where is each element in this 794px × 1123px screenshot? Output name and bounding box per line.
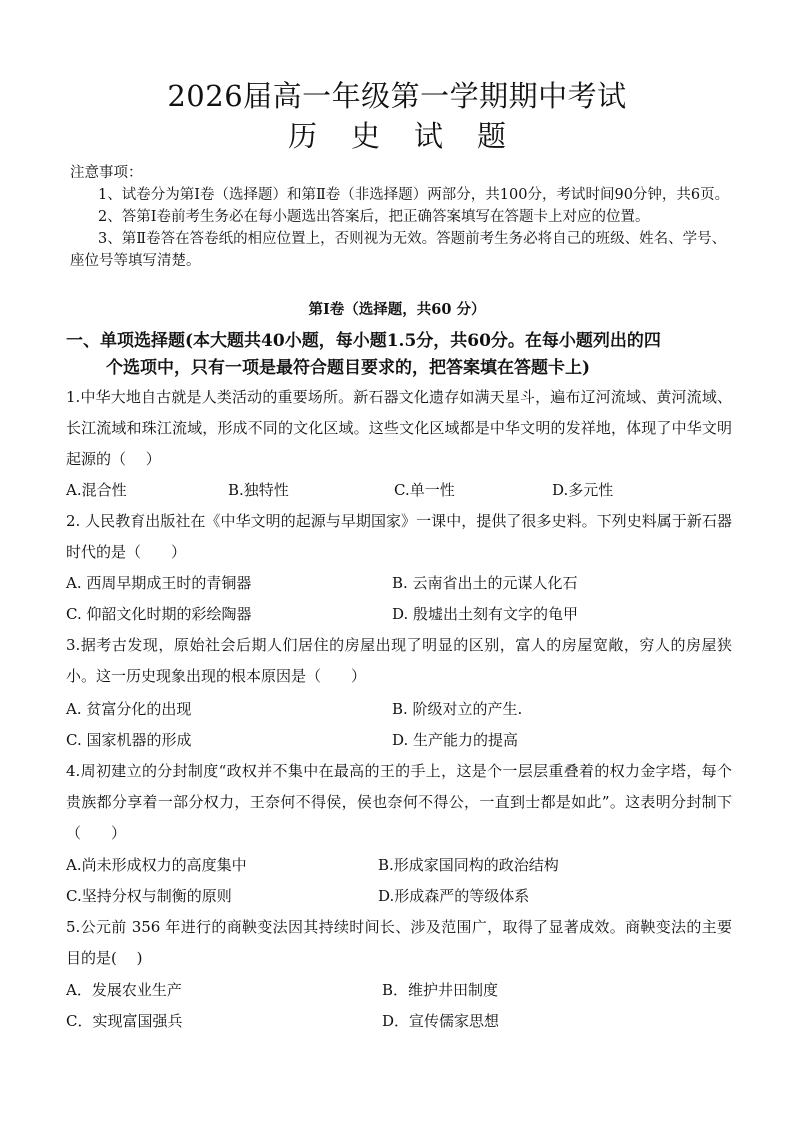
part1-title: 第Ⅰ卷（选择题，共60 分） (308, 301, 486, 318)
question-4-options-row2 (66, 881, 732, 912)
notice-item-2: 2、答第Ⅰ卷前考生务必在每小题选出答案后，把正确答案填写在答题卡上对应的位置。 (98, 209, 650, 225)
question-5-options-row2 (66, 1006, 732, 1037)
question-1-stem: 1.中华大地自古就是人类活动的重要场所。新石器文化遗存如满天星斗，遍布辽河流域、黄河流域、长江流域和珠江流域，形成不同的文化区域。这些文化区域都是中华文明的发祥地，体现了中华文明起源的（ ） (66, 388, 732, 468)
question-1-options (66, 475, 732, 506)
option-c[interactable]: C.坚持分权与制衡的原则 (66, 887, 232, 905)
option-a[interactable]: A.混合性 (66, 481, 127, 499)
option-d[interactable]: D. 生产能力的提高 (392, 731, 519, 749)
option-d[interactable]: D. 殷墟出土刻有文字的龟甲 (392, 605, 579, 623)
option-b[interactable]: B. 阶级对立的产生. (392, 700, 523, 718)
option-d[interactable]: D．宣传儒家思想 (382, 1012, 500, 1030)
question-2-options-row2 (66, 599, 732, 630)
question-3-stem: 3.据考古发现，原始社会后期人们居住的房屋出现了明显的区别，富人的房屋宽敞，穷人的房屋狭小。这一历史现象出现的根本原因是（ ） (66, 636, 732, 685)
notice-item-1: 1、试卷分为第Ⅰ卷（选择题）和第Ⅱ卷（非选择题）两部分，共100分，考试时间90分钟，共6页。 (98, 187, 730, 203)
question-5-stem: 5.公元前 356 年进行的商鞅变法因其持续时间长、涉及范围广，取得了显著成效。商鞅变法的主要目的是( ) (66, 918, 732, 967)
option-a[interactable]: A. 西周早期成王时的青铜器 (66, 574, 252, 592)
option-b[interactable]: B．维护井田制度 (382, 981, 499, 999)
notice-label: 注意事项： (70, 165, 143, 181)
option-d[interactable]: D.多元性 (552, 481, 614, 499)
option-b[interactable]: B.形成家国同构的政治结构 (378, 856, 559, 874)
notice-block (70, 162, 732, 272)
section-heading-line1: 一、单项选择题(本大题共40小题，每小题1.5分，共60分。在每小题列出的四 (66, 331, 661, 351)
question-3-options-row2 (66, 725, 732, 756)
exam-title: 2026届高一年级第一学期期中考试 (167, 79, 627, 113)
option-c[interactable]: C. 仰韶文化时期的彩绘陶器 (66, 605, 252, 623)
option-a[interactable]: A.尚未形成权力的高度集中 (66, 856, 247, 874)
option-b[interactable]: B.独特性 (228, 481, 289, 499)
section-heading-line2: 个选项中，只有一项是最符合题目要求的，把答案填在答题卡上) (106, 358, 591, 378)
question-4-stem: 4.周初建立的分封制度“政权并不集中在最高的王的手上，这是个一层层重叠着的权力金字塔，每个贵族都分享着一部分权力，王奈何不得侯，侯也奈何不得公，一直到士都是如此”。这表明分封制下（ ） (66, 762, 732, 842)
section-heading (66, 328, 732, 382)
option-c[interactable]: C．实现富国强兵 (66, 1012, 183, 1030)
question-3-options-row1 (66, 694, 732, 725)
notice-item-3: 3、第Ⅱ卷答在答卷纸的相应位置上，否则视为无效。答题前考生务必将自己的班级、姓名、学号、座位号等填写清楚。 (70, 231, 727, 269)
question-2-stem: 2. 人民教育出版社在《中华文明的起源与早期国家》一课中，提供了很多史料。下列史料属于新石器时代的是（ ） (66, 512, 732, 561)
subject-title: 历史试题 (287, 119, 540, 153)
option-a[interactable]: A. 贫富分化的出现 (66, 700, 192, 718)
option-d[interactable]: D.形成森严的等级体系 (378, 887, 530, 905)
question-4-options-row1 (66, 850, 732, 881)
question-2-options-row1 (66, 568, 732, 599)
option-b[interactable]: B. 云南省出土的元谋人化石 (392, 574, 578, 592)
question-5-options-row1 (66, 975, 732, 1006)
option-c[interactable]: C.单一性 (394, 481, 455, 499)
option-c[interactable]: C. 国家机器的形成 (66, 731, 192, 749)
option-a[interactable]: A．发展农业生产 (66, 981, 182, 999)
